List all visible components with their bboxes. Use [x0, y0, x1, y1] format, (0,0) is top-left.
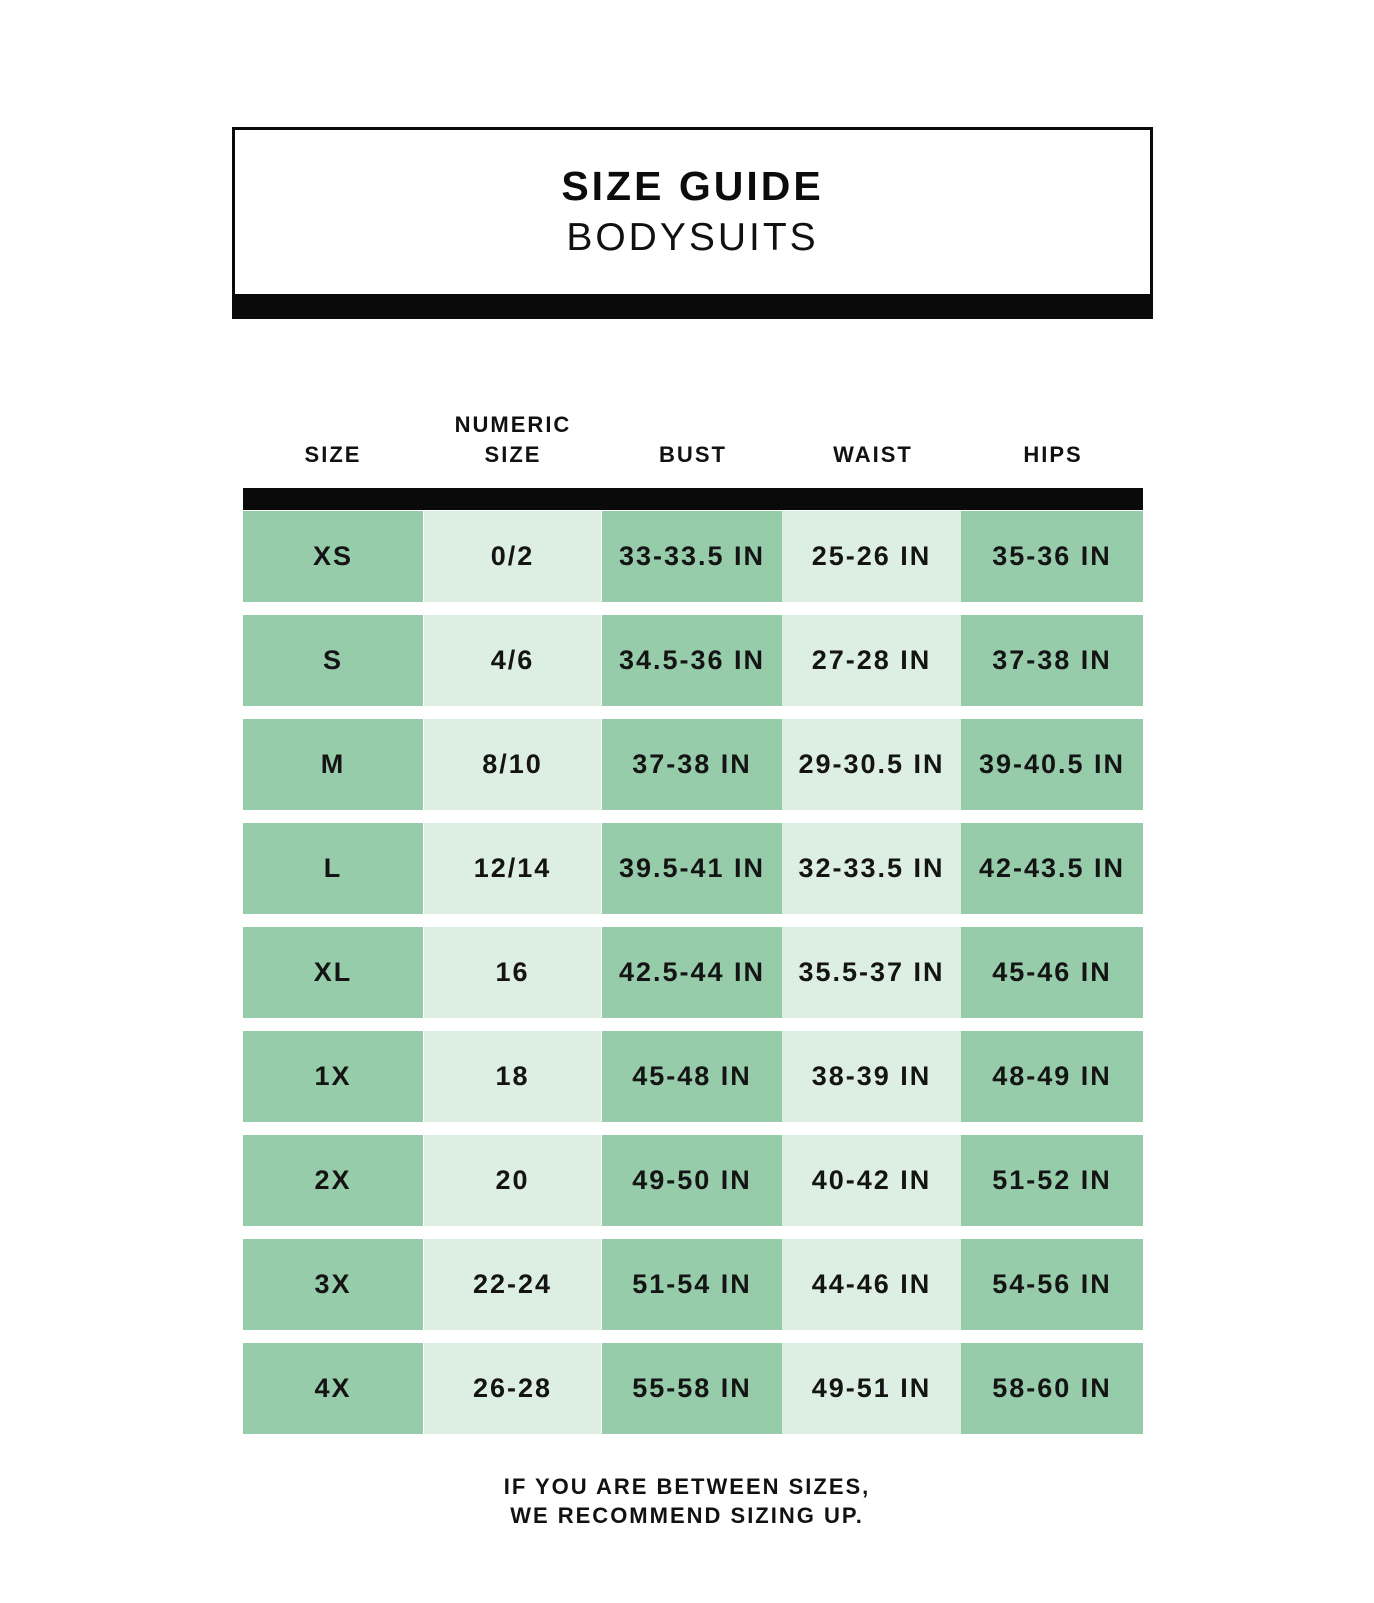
hips-cell: 45-46 IN — [961, 927, 1143, 1018]
table-header — [243, 400, 1143, 470]
size-cell: L — [243, 823, 423, 914]
table-row — [243, 927, 1143, 1018]
header-waist — [783, 440, 963, 470]
bust-cell: 34.5-36 IN — [602, 615, 782, 706]
hips-cell: 51-52 IN — [961, 1135, 1143, 1226]
numeric-cell: 16 — [424, 927, 601, 1018]
waist-cell: 40-42 IN — [782, 1135, 961, 1226]
size-cell: 4X — [243, 1343, 423, 1434]
numeric-cell: 20 — [424, 1135, 601, 1226]
page-subtitle: BODYSUITS — [566, 216, 819, 259]
header-divider-bar — [243, 488, 1143, 510]
bust-cell: 33-33.5 IN — [602, 511, 782, 602]
page-title: SIZE GUIDE — [561, 163, 824, 209]
bust-cell: 55-58 IN — [602, 1343, 782, 1434]
header-waist-label: WAIST — [833, 442, 913, 467]
waist-cell: 25-26 IN — [782, 511, 961, 602]
numeric-cell: 12/14 — [424, 823, 601, 914]
numeric-cell: 26-28 — [424, 1343, 601, 1434]
table-row — [243, 511, 1143, 602]
hips-cell: 39-40.5 IN — [961, 719, 1143, 810]
header-size-label: SIZE — [304, 442, 362, 467]
header-bust-label: BUST — [659, 442, 727, 467]
hips-cell: 48-49 IN — [961, 1031, 1143, 1122]
table-row — [243, 823, 1143, 914]
size-cell: S — [243, 615, 423, 706]
bust-cell: 37-38 IN — [602, 719, 782, 810]
size-cell: M — [243, 719, 423, 810]
size-cell: 2X — [243, 1135, 423, 1226]
hips-cell: 42-43.5 IN — [961, 823, 1143, 914]
size-cell: XS — [243, 511, 423, 602]
waist-cell: 32-33.5 IN — [782, 823, 961, 914]
table-row — [243, 1343, 1143, 1434]
sizing-note-line1: IF YOU ARE BETWEEN SIZES, — [503, 1474, 871, 1499]
bust-cell: 51-54 IN — [602, 1239, 782, 1330]
size-cell: 3X — [243, 1239, 423, 1330]
header-hips — [963, 440, 1143, 470]
waist-cell: 49-51 IN — [782, 1343, 961, 1434]
header-numeric-label-line2: SIZE — [484, 442, 542, 467]
header-bust — [603, 440, 783, 470]
header-numeric-size — [423, 410, 603, 470]
table-row — [243, 719, 1143, 810]
numeric-cell: 22-24 — [424, 1239, 601, 1330]
numeric-cell: 0/2 — [424, 511, 601, 602]
bust-cell: 42.5-44 IN — [602, 927, 782, 1018]
table-row — [243, 1031, 1143, 1122]
sizing-note — [0, 1472, 1374, 1530]
header-numeric-label-line1: NUMERIC — [454, 412, 572, 437]
sizing-note-line2: WE RECOMMEND SIZING UP. — [510, 1503, 864, 1528]
numeric-cell: 4/6 — [424, 615, 601, 706]
waist-cell: 27-28 IN — [782, 615, 961, 706]
numeric-cell: 18 — [424, 1031, 601, 1122]
header-hips-label: HIPS — [1023, 442, 1083, 467]
table-row — [243, 1135, 1143, 1226]
waist-cell: 29-30.5 IN — [782, 719, 961, 810]
bust-cell: 39.5-41 IN — [602, 823, 782, 914]
bust-cell: 49-50 IN — [602, 1135, 782, 1226]
table-row — [243, 615, 1143, 706]
bust-cell: 45-48 IN — [602, 1031, 782, 1122]
hips-cell: 54-56 IN — [961, 1239, 1143, 1330]
hips-cell: 58-60 IN — [961, 1343, 1143, 1434]
header-size — [243, 440, 423, 470]
size-cell: 1X — [243, 1031, 423, 1122]
waist-cell: 38-39 IN — [782, 1031, 961, 1122]
table-row — [243, 1239, 1143, 1330]
waist-cell: 35.5-37 IN — [782, 927, 961, 1018]
hips-cell: 37-38 IN — [961, 615, 1143, 706]
waist-cell: 44-46 IN — [782, 1239, 961, 1330]
size-cell: XL — [243, 927, 423, 1018]
numeric-cell: 8/10 — [424, 719, 601, 810]
hips-cell: 35-36 IN — [961, 511, 1143, 602]
title-box — [232, 127, 1153, 319]
